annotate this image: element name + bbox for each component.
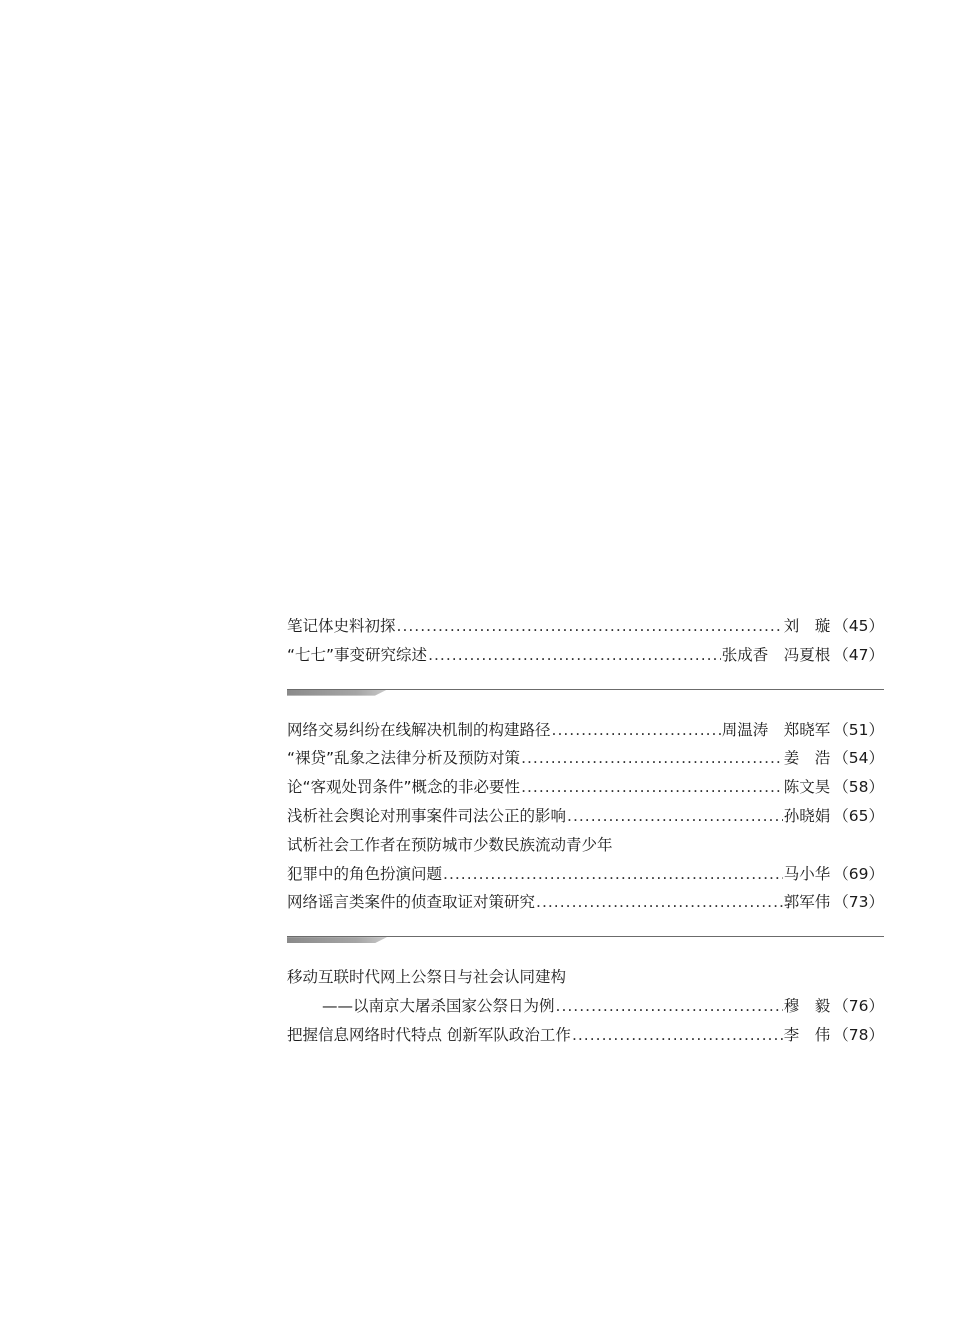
- entry-title: “裸贷”乱象之法律分析及预防对策: [287, 749, 521, 768]
- toc-entry[interactable]: [287, 716, 884, 745]
- dot-leader: [443, 860, 783, 889]
- entry-title: 移动互联时代网上公祭日与社会认同建构: [287, 968, 567, 987]
- entry-title: “七七”事变研究综述: [287, 645, 428, 664]
- dot-leader: [572, 1021, 783, 1050]
- toc-entry[interactable]: [287, 612, 884, 641]
- entry-author: 孙晓娟: [783, 806, 831, 825]
- entry-title: 网络谣言类案件的侦查取证对策研究: [287, 893, 536, 912]
- divider-bar: [287, 937, 387, 943]
- toc-entry[interactable]: [287, 802, 884, 831]
- table-of-contents: [287, 612, 884, 1050]
- toc-group: [287, 612, 884, 670]
- section-divider: [287, 686, 884, 702]
- entry-author: 陈文昊: [783, 778, 831, 797]
- entry-title: 浅析社会舆论对刑事案件司法公正的影响: [287, 806, 567, 825]
- toc-entry[interactable]: [287, 641, 884, 670]
- entry-page: （65）: [833, 806, 884, 825]
- entry-title: 试析社会工作者在预防城市少数民族流动青少年: [287, 835, 613, 854]
- entry-page: （45）: [833, 617, 884, 635]
- toc-entry-continued[interactable]: [287, 963, 884, 992]
- entry-page: （47）: [833, 645, 884, 664]
- entry-title: 犯罪中的角色扮演问题: [287, 864, 443, 883]
- dot-leader: [552, 716, 721, 745]
- dot-leader: [521, 744, 783, 773]
- entry-page: （76）: [833, 996, 884, 1015]
- entry-page: （69）: [833, 864, 884, 883]
- toc-entry-continued[interactable]: [287, 831, 884, 860]
- divider-line: [287, 689, 884, 690]
- dot-leader: [397, 612, 783, 641]
- dot-leader: [556, 992, 783, 1021]
- divider-line: [287, 936, 884, 937]
- divider-bar: [287, 690, 387, 696]
- entry-author: 刘 璇: [783, 617, 831, 635]
- entry-title: ——以南京大屠杀国家公祭日为例: [322, 996, 555, 1015]
- toc-entry-subtitle[interactable]: [287, 992, 884, 1021]
- entry-author: 姜 浩: [783, 749, 831, 768]
- entry-title: 把握信息网络时代特点 创新军队政治工作: [287, 1025, 571, 1044]
- entry-title: 论“客观处罚条件”概念的非必要性: [287, 778, 521, 797]
- entry-title: 笔记体史料初探: [287, 617, 396, 635]
- entry-author: 周温涛 郑晓军: [721, 720, 831, 739]
- section-divider: [287, 933, 884, 949]
- entry-page: （51）: [833, 720, 884, 739]
- entry-page: （73）: [833, 893, 884, 912]
- entry-author: 穆 毅: [783, 996, 831, 1015]
- toc-entry[interactable]: [287, 888, 884, 917]
- toc-group: [287, 716, 884, 918]
- entry-page: （54）: [833, 749, 884, 768]
- entry-page: （78）: [833, 1025, 884, 1044]
- entry-author: 马小华: [783, 864, 831, 883]
- entry-author: 郭军伟: [783, 893, 831, 912]
- toc-entry[interactable]: [287, 1021, 884, 1050]
- entry-author: 李 伟: [783, 1025, 831, 1044]
- toc-group: [287, 963, 884, 1049]
- dot-leader: [536, 888, 783, 917]
- toc-entry[interactable]: [287, 773, 884, 802]
- entry-author: 张成香 冯夏根: [721, 645, 831, 664]
- dot-leader: [567, 802, 783, 831]
- toc-entry[interactable]: [287, 860, 884, 889]
- dot-leader: [428, 641, 721, 670]
- dot-leader: [521, 773, 783, 802]
- toc-entry[interactable]: [287, 744, 884, 773]
- entry-title: 网络交易纠纷在线解决机制的构建路径: [287, 720, 551, 739]
- entry-page: （58）: [833, 778, 884, 797]
